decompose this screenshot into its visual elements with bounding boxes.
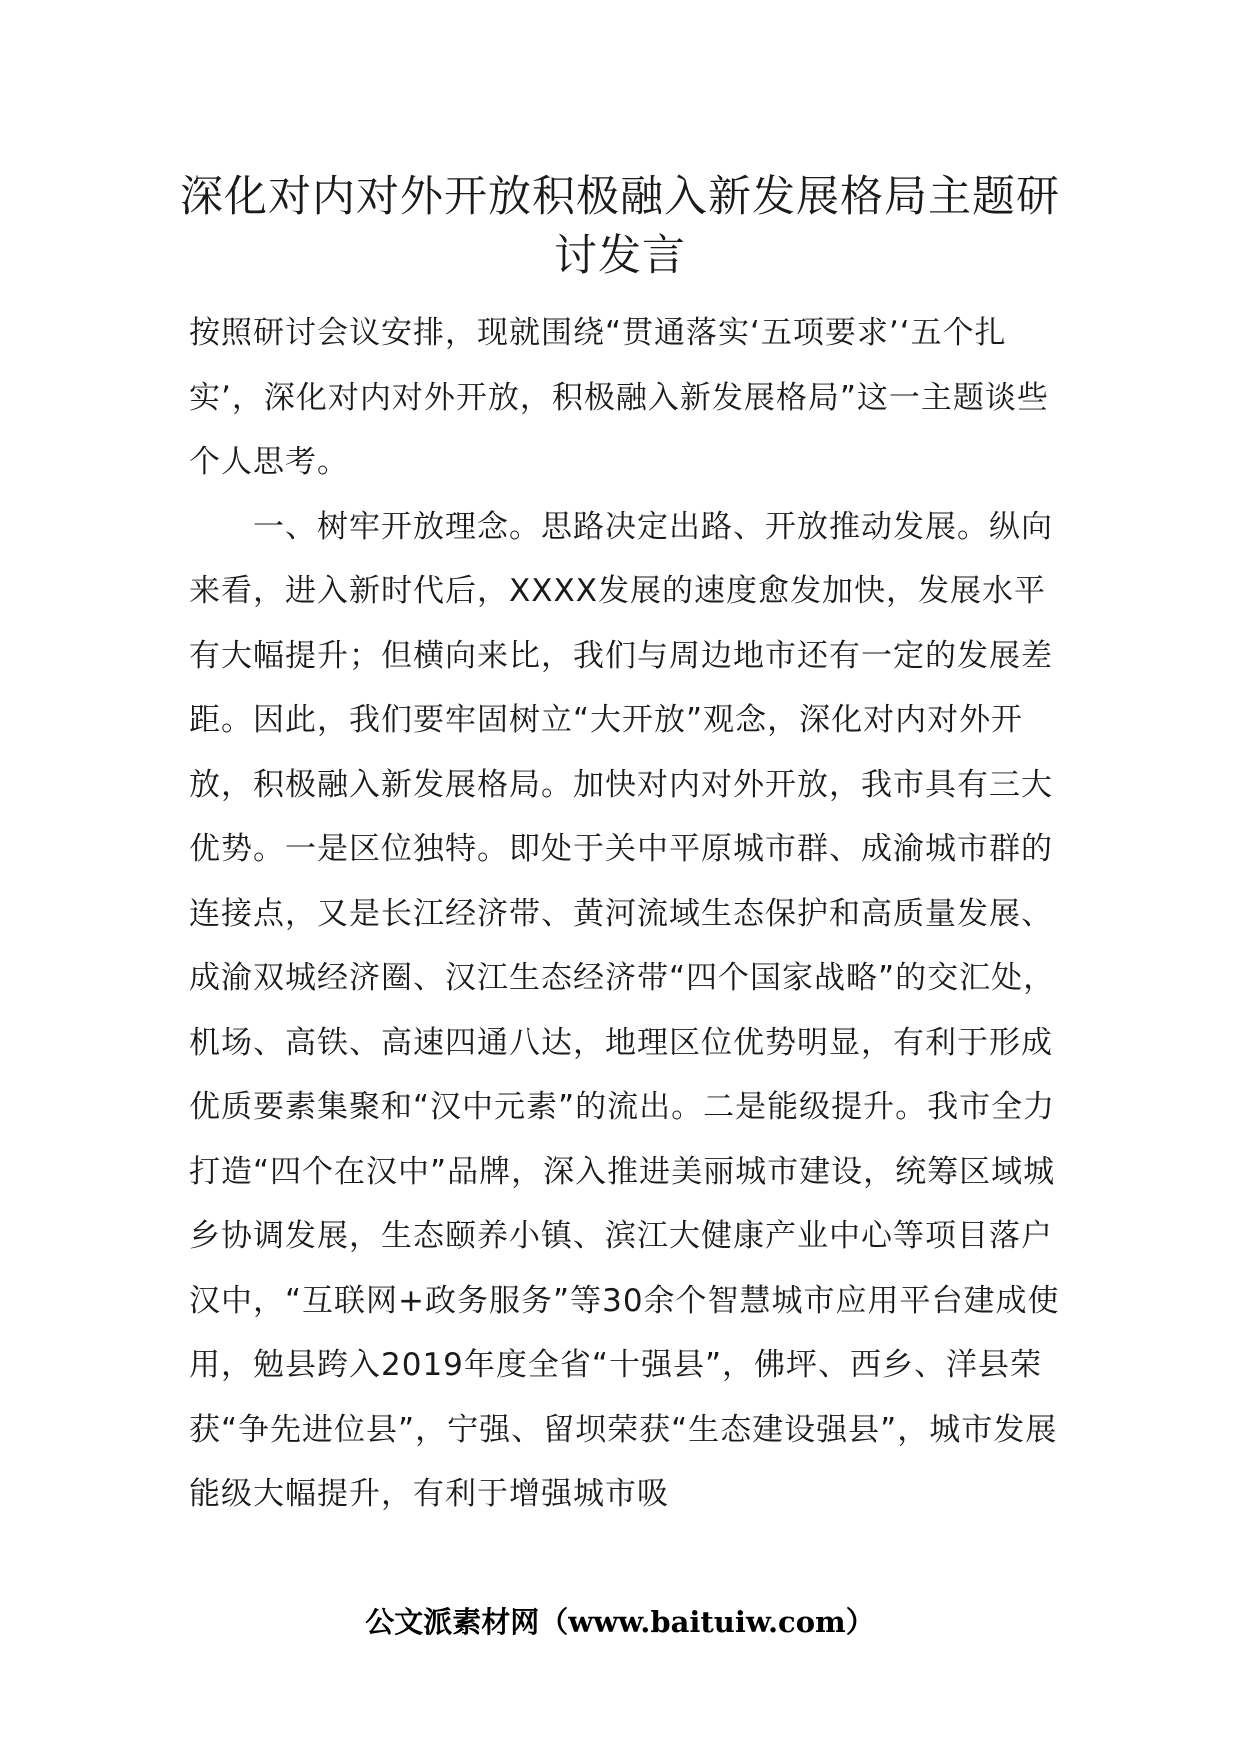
paragraph-section-one: 一、树牢开放理念。思路决定出路、开放推动发展。纵向来看，进入新时代后，XXXX发展的速度愈发加快，发展水平有大幅提升；但横向来比，我们与周边地市还有一定的发展差距。因此，我们要牢固树立“大开放”观念，深化对内对外开放，积极融入新发展格局。加快对内对外开放，我市具有三大优势。一是区位独特。即处于关中平原城市群、成渝城市群的连接点，又是长江经济带、黄河流域生态保护和高质量发展、成渝双城经济圈、汉江生态经济带“四个国家战略”的交汇处，机场、高铁、高速四通八达，地理区位优势明显，有利于形成优质要素集聚和“汉中元素”的流出。二是能级提升。我市全力打造“四个在汉中”品牌，深入推进美丽城市建设，统筹区域城乡协调发展，生态颐养小镇、滨江大健康产业中心等项目落户汉中，“互联网+政务服务”等30余个智慧城市应用平台建成使用，勉县跨入2019年度全省“十强县”，佛坪、西乡、洋县荣获“争先进位县”，宁强、留坝荣获“生态建设强县”，城市发展能级大幅提升，有利于增强城市吸 — [189, 508, 1060, 1512]
page-footer-watermark: 公文派素材网（www.baituiw.com） — [365, 1605, 875, 1639]
document-body — [189, 301, 1061, 1527]
document-title: 深化对内对外开放积极融入新发展格局主题研讨发言 — [180, 172, 1060, 281]
paragraph-intro: 按照研讨会议安排，现就围绕“贯通落实‘五项要求’‘五个扎实’，深化对内对外开放，积极融入新发展格局”这一主题谈些个人思考。 — [189, 315, 1049, 480]
